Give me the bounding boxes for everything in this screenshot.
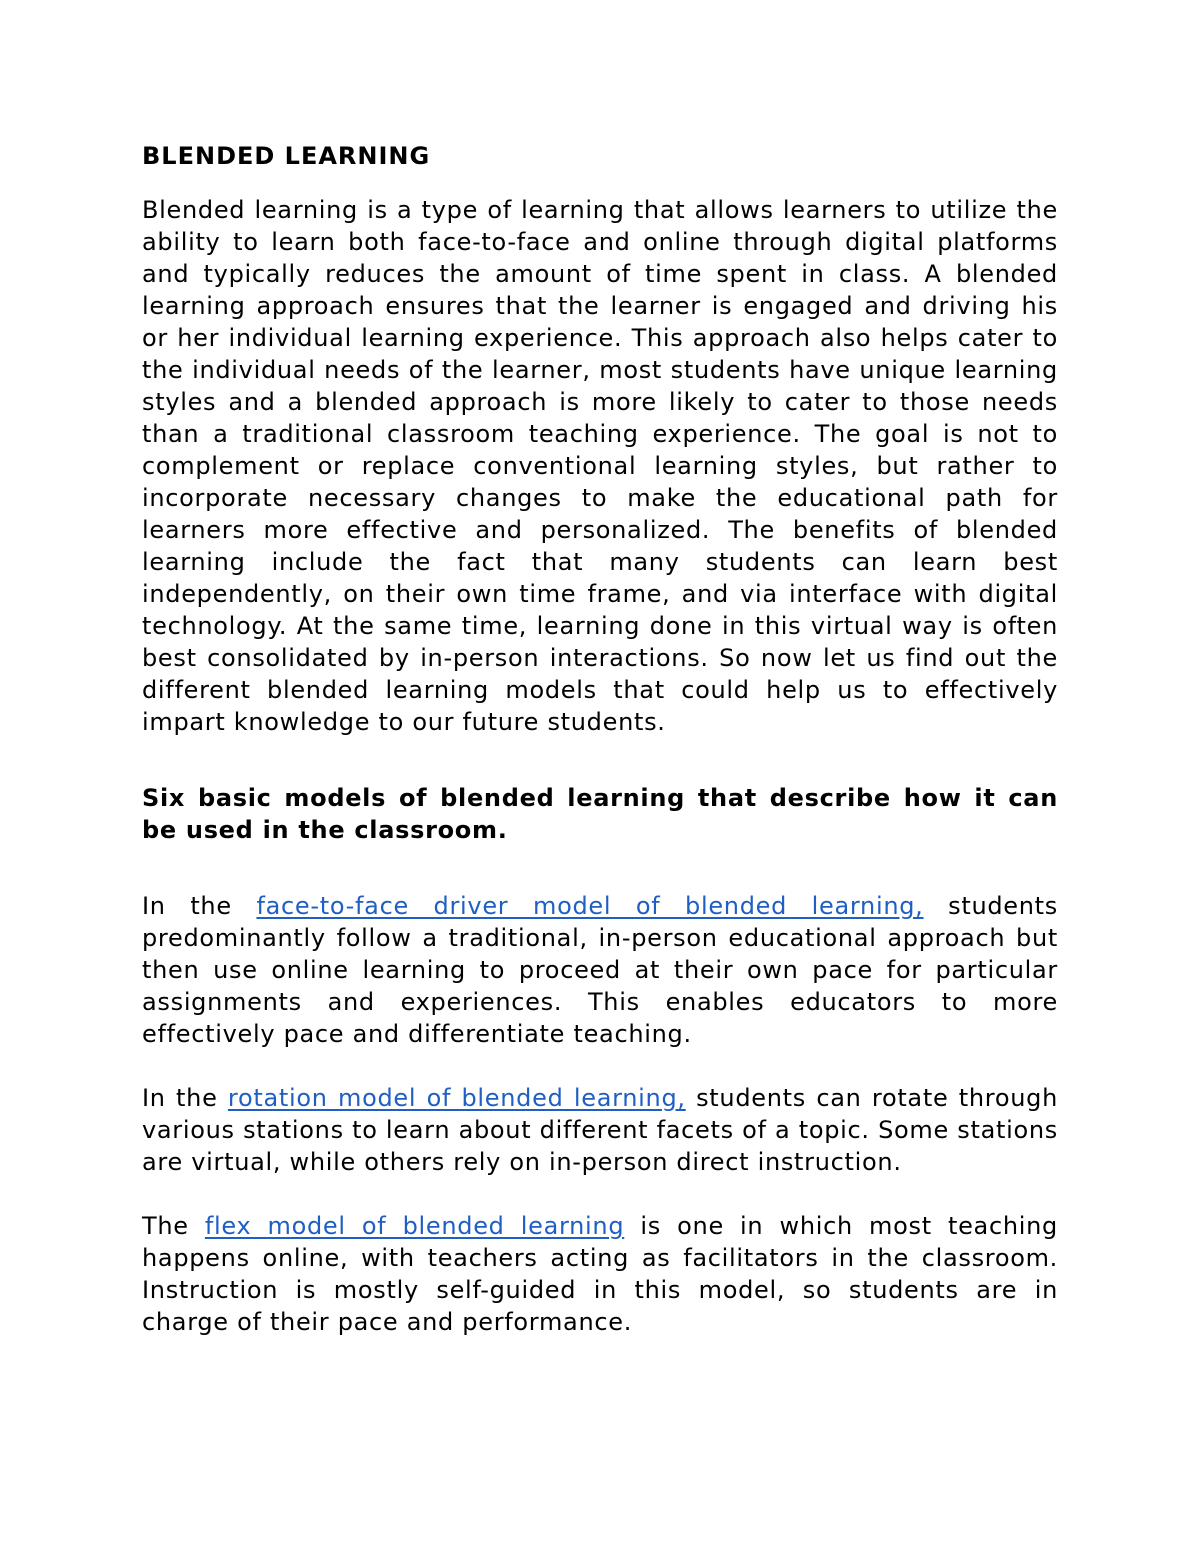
rotation-model-link[interactable]: rotation model of blended learning, xyxy=(227,1084,686,1112)
model-intro-text: In the xyxy=(142,1084,228,1112)
model-description-text: students can rotate through various stations to learn about different facets of a topic. Some stations are virtual, while others rely on in-person direct instruction. xyxy=(142,1084,1058,1176)
rotation-model-paragraph xyxy=(142,1082,1058,1178)
model-description-text: students predominantly follow a traditional, in-person educational approach but then use online learning to proceed at their own pace for particular assignments and experiences. This enables educators to more effectively pace and differentiate teaching. xyxy=(142,892,1058,1048)
document-title: BLENDED LEARNING xyxy=(142,142,431,170)
model-intro-text: In the xyxy=(142,892,257,920)
flex-model-link[interactable]: flex model of blended learning xyxy=(204,1212,625,1240)
models-subheading: Six basic models of blended learning that describe how it can be used in the classroom. xyxy=(142,784,1058,844)
intro-paragraph: Blended learning is a type of learning that allows learners to utilize the ability to learn both face-to-face and online through digital platforms and typically reduces the amount of time spent in class. A blended learning approach ensures that the learner is engaged and driving his or her individual learning experience. This approach also helps cater to the individual needs of the learner, most students have unique learning styles and a blended approach is more likely to cater to those needs than a traditional classroom teaching experience. The goal is not to complement or replace conventional learning styles, but rather to incorporate necessary changes to make the educational path for learners more effective and personalized. The benefits of blended learning include the fact that many students can learn best independently, on their own time frame, and via interface with digital technology. At the same time, learning done in this virtual way is often best consolidated by in-person interactions. So now let us find out the different blended learning models that could help us to effectively impart knowledge to our future students. xyxy=(142,196,1058,736)
model-intro-text: The xyxy=(142,1212,205,1240)
face-to-face-model-paragraph xyxy=(142,890,1058,1050)
model-description-text: is one in which most teaching happens online, with teachers acting as facilitators in the classroom. Instruction is mostly self-guided in this model, so students are in charge of their pace and performance. xyxy=(142,1212,1058,1336)
face-to-face-model-link[interactable]: face-to-face driver model of blended learning, xyxy=(256,892,924,920)
flex-model-paragraph xyxy=(142,1210,1058,1338)
document-page xyxy=(142,140,1058,1370)
